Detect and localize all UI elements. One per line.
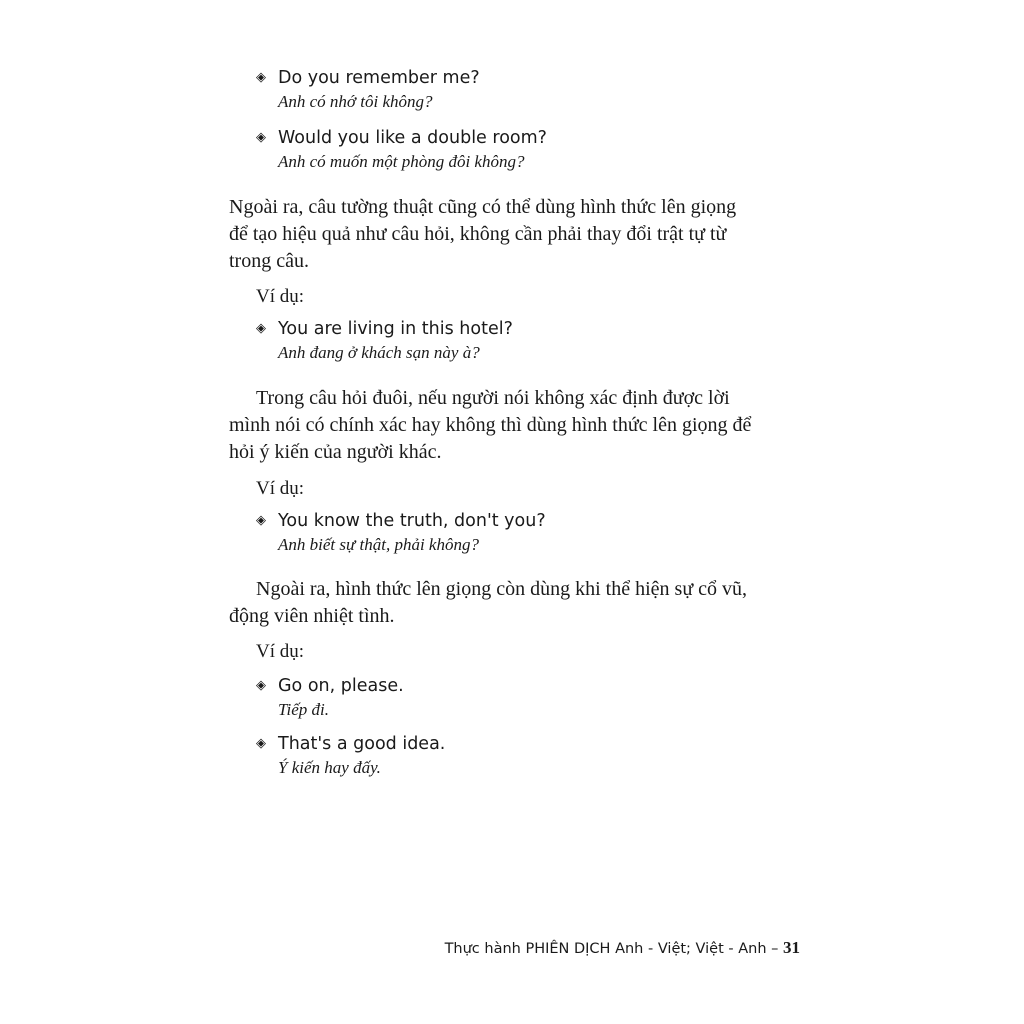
diamond-bullet-icon: ◈ [256,678,266,693]
paragraph-line: trong câu. [229,250,309,272]
paragraph-line: mình nói có chính xác hay không thì dùng hình thức lên giọng để [229,414,752,436]
paragraph-line: hỏi ý kiến của người khác. [229,441,442,463]
example-item [256,126,547,174]
example-label: Ví dụ: [256,478,305,499]
paragraph-line: Ngoài ra, câu tường thuật cũng có thể dùng hình thức lên giọng [229,196,737,218]
example-english [256,674,404,698]
paragraph [229,194,819,275]
example-english [256,317,513,341]
example-english-text: You are living in this hotel? [278,319,513,339]
example-vietnamese: Ý kiến hay đấy. [278,758,381,777]
example-item [256,317,513,365]
example-label: Ví dụ: [256,286,305,307]
example-english-text: Do you remember me? [278,68,480,88]
example-item [256,509,546,557]
paragraph [229,576,846,630]
paragraph [229,385,846,466]
paragraph-line: Ngoài ra, hình thức lên giọng còn dùng khi thể hiện sự cổ vũ, [256,578,748,600]
example-vietnamese: Anh có nhớ tôi không? [278,92,433,111]
paragraph-line: để tạo hiệu quả như câu hỏi, không cần phải thay đổi trật tự từ [229,223,727,245]
example-english [256,126,547,150]
example-item [256,66,480,114]
diamond-bullet-icon: ◈ [256,321,266,336]
example-english-text: That's a good idea. [278,734,446,754]
example-vietnamese: Anh đang ở khách sạn này à? [278,343,480,362]
diamond-bullet-icon: ◈ [256,70,266,85]
example-item [256,674,404,722]
example-vietnamese: Tiếp đi. [278,700,330,719]
diamond-bullet-icon: ◈ [256,130,266,145]
page-footer [445,937,800,960]
example-item [256,732,445,780]
page-number: 31 [783,938,800,957]
example-english-text: You know the truth, don't you? [278,511,546,531]
diamond-bullet-icon: ◈ [256,513,266,528]
example-english [256,509,546,533]
example-label: Ví dụ: [256,641,305,662]
example-english-text: Go on, please. [278,676,404,696]
example-english [256,66,480,90]
paragraph-line: động viên nhiệt tình. [229,605,395,627]
example-english-text: Would you like a double room? [278,128,547,148]
footer-title: Thực hành PHIÊN DỊCH Anh - Việt; Việt - Anh – [444,941,779,957]
example-vietnamese: Anh có muốn một phòng đôi không? [278,152,525,171]
diamond-bullet-icon: ◈ [256,736,266,751]
example-vietnamese: Anh biết sự thật, phải không? [278,535,479,554]
example-english [256,732,445,756]
paragraph-line: Trong câu hỏi đuôi, nếu người nói không xác định được lời [256,387,730,409]
